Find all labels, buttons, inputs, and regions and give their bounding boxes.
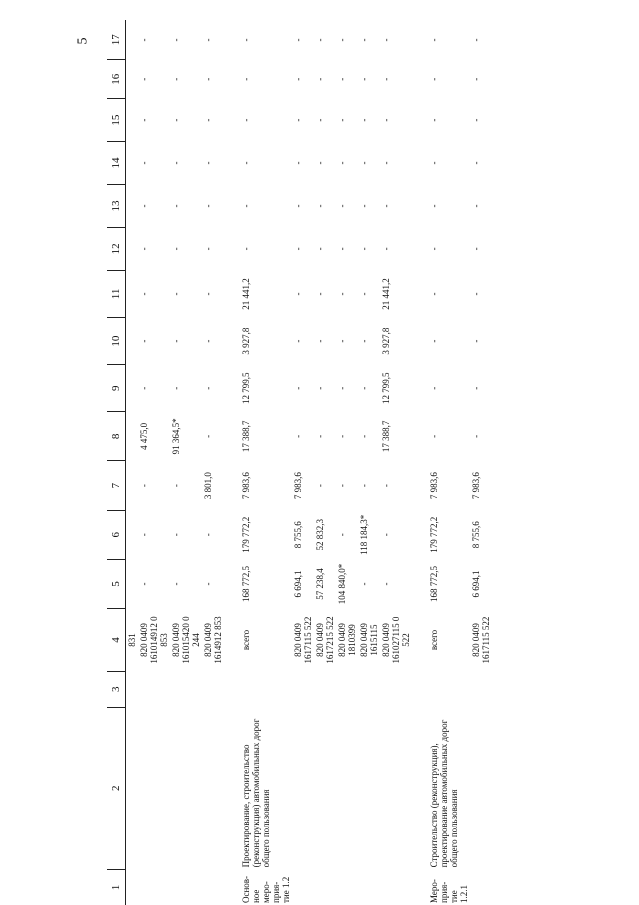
value-cell: - [241,204,251,208]
cell-c4: 820 0409 161014912 0 853 [139,616,169,664]
value-cell: - [429,386,439,390]
value-cell: - [139,582,149,586]
value-cell: - [171,247,181,251]
cell-c2 [358,707,380,869]
value-cell: - [429,77,439,81]
value-cell [126,461,139,510]
value-cell: - [471,77,481,81]
cell-c3 [126,671,139,707]
value-cell: - [139,533,149,537]
value-cell: 57 238,4 [315,568,325,600]
header-cell: 17 [107,20,126,60]
value-cell: - [171,386,181,390]
table-row [292,20,314,905]
value-cell: - [429,292,439,296]
value-cell: - [359,434,369,438]
cell-c4: всего [241,629,251,651]
value-cell: - [381,118,391,122]
value-cell: - [203,582,213,586]
value-cell: - [203,204,213,208]
value-cell: - [429,204,439,208]
cell-c1 [380,869,412,905]
value-cell: - [471,386,481,390]
cell-c2 [292,707,314,869]
value-cell: - [315,292,325,296]
value-cell: - [139,77,149,81]
value-cell: - [337,247,347,251]
cell-c4: 820 0409 1614912 853 [203,616,223,664]
value-cell: - [139,292,149,296]
value-cell: - [293,247,303,251]
value-cell: - [337,118,347,122]
value-cell: - [203,533,213,537]
value-cell [126,559,139,608]
value-cell: - [293,77,303,81]
value-cell: - [359,484,369,488]
value-cell: - [293,38,303,42]
value-cell: 7 983,6 [293,472,303,500]
value-cell: - [381,582,391,586]
table-row [170,20,202,905]
spacer-row [224,20,240,905]
value-cell: - [293,339,303,343]
value-cell: - [471,38,481,42]
table-row [202,20,224,905]
value-cell: 7 983,6 [471,472,481,500]
value-cell: - [337,204,347,208]
value-cell: - [471,292,481,296]
cell-c2: Проектирование, строительство (реконструкция) автомобильных дорог общего пользования [241,718,271,868]
value-cell: - [139,339,149,343]
header-cell: 4 [107,609,126,672]
cell-c3 [292,671,314,707]
value-cell: 104 840,0* [337,563,347,605]
cell-c4: 820 0409 1617115 522 [471,616,491,664]
value-cell: - [171,118,181,122]
value-cell: - [381,77,391,81]
table-row [138,20,170,905]
value-cell: - [293,161,303,165]
value-cell: - [337,484,347,488]
value-cell: 3 927,8 [381,327,391,355]
header-cell: 6 [107,510,126,559]
value-cell: 179 772,2 [241,516,251,553]
value-cell: 6 694,1 [293,570,303,598]
cell-c4: 820 0409 161027115 0 522 [381,616,411,664]
value-cell [126,20,139,60]
value-cell: 179 772,2 [429,516,439,553]
value-cell: 91 364,5* [171,418,181,455]
value-cell: - [381,484,391,488]
header-cell: 13 [107,185,126,228]
value-cell: - [241,77,251,81]
header-cell: 9 [107,365,126,412]
value-cell: - [203,386,213,390]
cell-c4: 820 0409 1617215 522 [315,616,335,664]
value-cell: - [359,204,369,208]
cell-c2: Строительство (реконструкция), проектирование автомобильных дорог общего пользования [429,719,459,868]
spacer-cell [412,20,428,905]
value-cell: 12 799,5 [241,372,251,404]
value-cell: - [337,38,347,42]
cell-c4: всего [429,629,439,651]
value-cell: - [139,247,149,251]
cell-c2 [202,707,224,869]
value-cell [126,318,139,365]
value-cell: - [171,77,181,81]
value-cell: - [315,247,325,251]
cell-c2 [126,707,139,869]
header-cell: 8 [107,412,126,461]
table-row [470,20,492,905]
value-cell: - [315,77,325,81]
budget-table [107,20,492,905]
header-row [107,20,126,905]
header-cell: 14 [107,142,126,185]
value-cell: - [241,247,251,251]
cell-c1 [292,869,314,905]
cell-c3 [380,671,412,707]
value-cell: - [139,38,149,42]
value-cell: - [315,118,325,122]
value-cell: - [293,204,303,208]
cell-c1 [314,869,336,905]
value-cell: - [359,386,369,390]
cell-c2 [170,707,202,869]
value-cell: 6 694,1 [471,570,481,598]
cell-c4: 831 [127,633,137,647]
header-cell: 3 [107,671,126,707]
value-cell: - [203,38,213,42]
value-cell: - [241,38,251,42]
value-cell [126,510,139,559]
value-cell: - [429,161,439,165]
table-row [126,20,139,905]
header-cell: 7 [107,461,126,510]
value-cell: - [381,38,391,42]
table-row [380,20,412,905]
page-number: 5 [75,37,91,45]
table-body [107,20,492,905]
value-cell: - [203,161,213,165]
value-cell: - [429,38,439,42]
cell-c1 [170,869,202,905]
value-cell: - [139,386,149,390]
value-cell: - [171,161,181,165]
value-cell: - [171,533,181,537]
value-cell: - [241,118,251,122]
cell-c3 [314,671,336,707]
cell-c2 [380,707,412,869]
value-cell: - [429,247,439,251]
value-cell: - [429,339,439,343]
value-cell: - [359,77,369,81]
cell-c3 [428,671,470,707]
cell-c4: 820 0409 1615115 [359,623,379,657]
header-cell: 12 [107,227,126,270]
value-cell: - [337,339,347,343]
value-cell: - [171,582,181,586]
value-cell: - [203,292,213,296]
value-cell: - [315,204,325,208]
table-row [314,20,336,905]
table-row [336,20,358,905]
value-cell: - [359,38,369,42]
value-cell: - [315,161,325,165]
value-cell: - [381,533,391,537]
header-cell: 11 [107,270,126,317]
cell-c1 [138,869,170,905]
table-row [358,20,380,905]
value-cell: 8 755,6 [471,521,481,549]
cell-c1: Основ-ное меро-прия-тие 1.2 [241,875,291,903]
cell-c2 [336,707,358,869]
value-cell: - [315,38,325,42]
cell-c4: 820 0409 161015420 0 244 [171,616,201,664]
value-cell [126,227,139,270]
cell-c1 [470,869,492,905]
table-row [240,20,292,905]
value-cell: - [315,484,325,488]
value-cell: - [337,386,347,390]
value-cell: - [337,161,347,165]
value-cell: 21 441,2 [381,278,391,310]
value-cell: - [471,434,481,438]
value-cell: - [171,484,181,488]
cell-c2 [314,707,336,869]
value-cell: - [359,339,369,343]
value-cell: - [139,484,149,488]
value-cell: 168 772,5 [241,566,251,603]
value-cell: - [359,118,369,122]
header-cell: 15 [107,99,126,142]
value-cell: - [359,161,369,165]
value-cell: 7 983,6 [429,472,439,500]
spacer-cell [224,20,240,905]
value-cell: - [315,386,325,390]
cell-c3 [240,671,292,707]
value-cell: 21 441,2 [241,278,251,310]
cell-c1 [336,869,358,905]
value-cell: - [315,339,325,343]
value-cell: - [203,247,213,251]
value-cell: - [293,386,303,390]
header-cell: 2 [107,707,126,869]
cell-c3 [358,671,380,707]
value-cell: - [471,118,481,122]
value-cell [126,60,139,99]
value-cell: - [471,161,481,165]
value-cell: - [139,204,149,208]
value-cell: - [337,292,347,296]
value-cell: 8 755,6 [293,521,303,549]
value-cell: - [139,118,149,122]
cell-c3 [470,671,492,707]
cell-c4: 820 0409 1810399 [337,623,357,657]
value-cell: - [171,292,181,296]
value-cell: 52 832,3 [315,519,325,551]
header-cell: 1 [107,869,126,905]
value-cell: - [381,247,391,251]
value-cell: 3 801,0 [203,472,213,500]
value-cell: - [203,434,213,438]
cell-c1 [202,869,224,905]
cell-c1 [126,869,139,905]
value-cell: - [429,118,439,122]
value-cell [126,270,139,317]
value-cell: - [203,339,213,343]
value-cell: - [203,77,213,81]
cell-c3 [138,671,170,707]
table-row [428,20,470,905]
value-cell: - [381,204,391,208]
value-cell: - [293,434,303,438]
value-cell: - [359,582,369,586]
value-cell: - [337,77,347,81]
value-cell: - [203,118,213,122]
cell-c1: Меро-прия-тие 1.2.1 [429,879,469,903]
value-cell: 4 475,0 [139,422,149,450]
value-cell: - [359,292,369,296]
value-cell: - [171,204,181,208]
value-cell [126,99,139,142]
value-cell: - [139,161,149,165]
value-cell [126,365,139,412]
value-cell: 168 772,5 [429,566,439,603]
value-cell: - [471,339,481,343]
value-cell: - [171,38,181,42]
cell-c3 [202,671,224,707]
value-cell: 3 927,8 [241,327,251,355]
value-cell: 7 983,6 [241,472,251,500]
value-cell: - [429,434,439,438]
value-cell: - [171,339,181,343]
value-cell: - [241,161,251,165]
value-cell: - [359,247,369,251]
cell-c2 [138,707,170,869]
value-cell [126,142,139,185]
value-cell: - [315,434,325,438]
cell-c1 [358,869,380,905]
value-cell: - [337,434,347,438]
value-cell: 12 799,5 [381,372,391,404]
value-cell: - [381,161,391,165]
cell-c2 [470,707,492,869]
value-cell: - [471,247,481,251]
value-cell: - [293,118,303,122]
value-cell: 17 388,7 [241,420,251,453]
value-cell: - [337,533,347,537]
cell-c3 [336,671,358,707]
header-cell: 16 [107,60,126,99]
spacer-row [412,20,428,905]
value-cell: - [471,204,481,208]
cell-c3 [170,671,202,707]
value-cell [126,185,139,228]
value-cell: 17 388,7 [381,420,391,453]
value-cell: 118 184,3* [359,514,369,555]
cell-c4: 820 0409 1617115 522 [293,616,313,664]
value-cell [126,412,139,461]
header-cell: 10 [107,318,126,365]
value-cell: - [293,292,303,296]
header-cell: 5 [107,559,126,608]
